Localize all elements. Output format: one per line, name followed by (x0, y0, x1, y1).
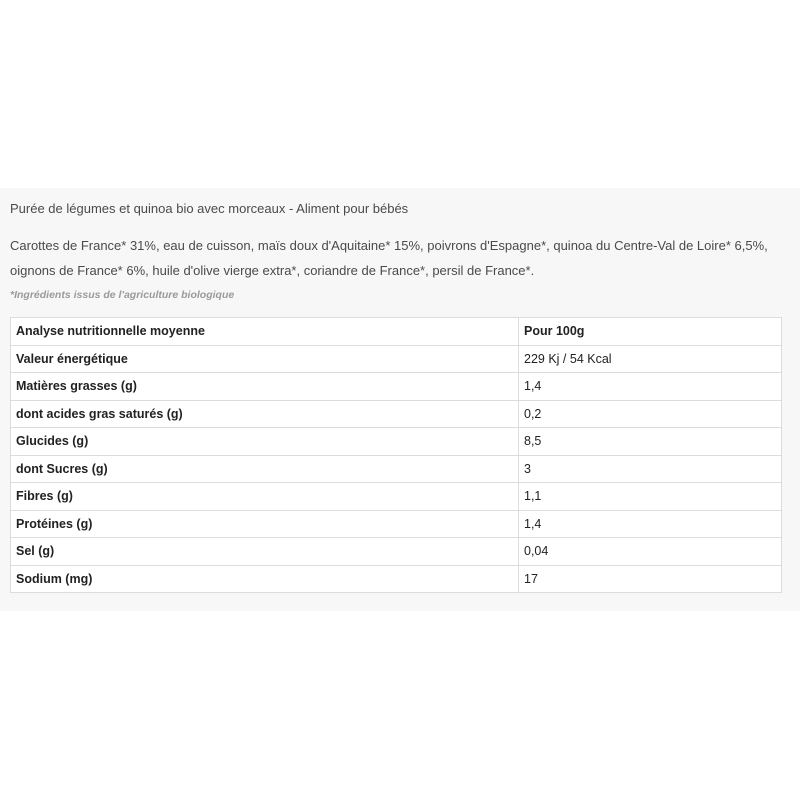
table-row (11, 483, 782, 511)
table-row (11, 400, 782, 428)
table-row (11, 455, 782, 483)
nutrient-label: Matières grasses (g) (11, 373, 519, 401)
nutrient-value: 17 (519, 565, 782, 593)
nutrient-label: dont Sucres (g) (11, 455, 519, 483)
nutrient-label: Valeur énergétique (11, 345, 519, 373)
nutrient-value: 8,5 (519, 428, 782, 456)
header-per-100g: Pour 100g (519, 318, 782, 346)
nutrient-label: Sodium (mg) (11, 565, 519, 593)
table-row (11, 510, 782, 538)
table-row (11, 345, 782, 373)
nutrition-header-row (11, 318, 782, 346)
nutrient-value: 0,04 (519, 538, 782, 566)
nutrient-value: 229 Kj / 54 Kcal (519, 345, 782, 373)
table-row (11, 373, 782, 401)
table-row (11, 538, 782, 566)
nutrition-table (10, 317, 782, 593)
nutrient-label: dont acides gras saturés (g) (11, 400, 519, 428)
nutrient-value: 1,4 (519, 373, 782, 401)
nutrient-label: Glucides (g) (11, 428, 519, 456)
nutrient-value: 1,1 (519, 483, 782, 511)
product-title: Purée de légumes et quinoa bio avec morceaux - Aliment pour bébés (10, 201, 409, 216)
table-row (11, 565, 782, 593)
organic-footnote: *Ingrédients issus de l'agriculture biologique (10, 289, 235, 301)
table-row (11, 428, 782, 456)
header-analysis: Analyse nutritionnelle moyenne (11, 318, 519, 346)
nutrient-label: Sel (g) (11, 538, 519, 566)
nutrient-label: Protéines (g) (11, 510, 519, 538)
nutrient-label: Fibres (g) (11, 483, 519, 511)
nutrient-value: 1,4 (519, 510, 782, 538)
nutrient-value: 0,2 (519, 400, 782, 428)
nutrient-value: 3 (519, 455, 782, 483)
ingredients-list: Carottes de France* 31%, eau de cuisson, maïs doux d'Aquitaine* 15%, poivrons d'Espagne*, quinoa du Centre-Val de Loire* 6,5%, oignons de France* 6%, huile d'olive vierge extra*, coriandre de France*, persil de France*. (10, 238, 768, 278)
